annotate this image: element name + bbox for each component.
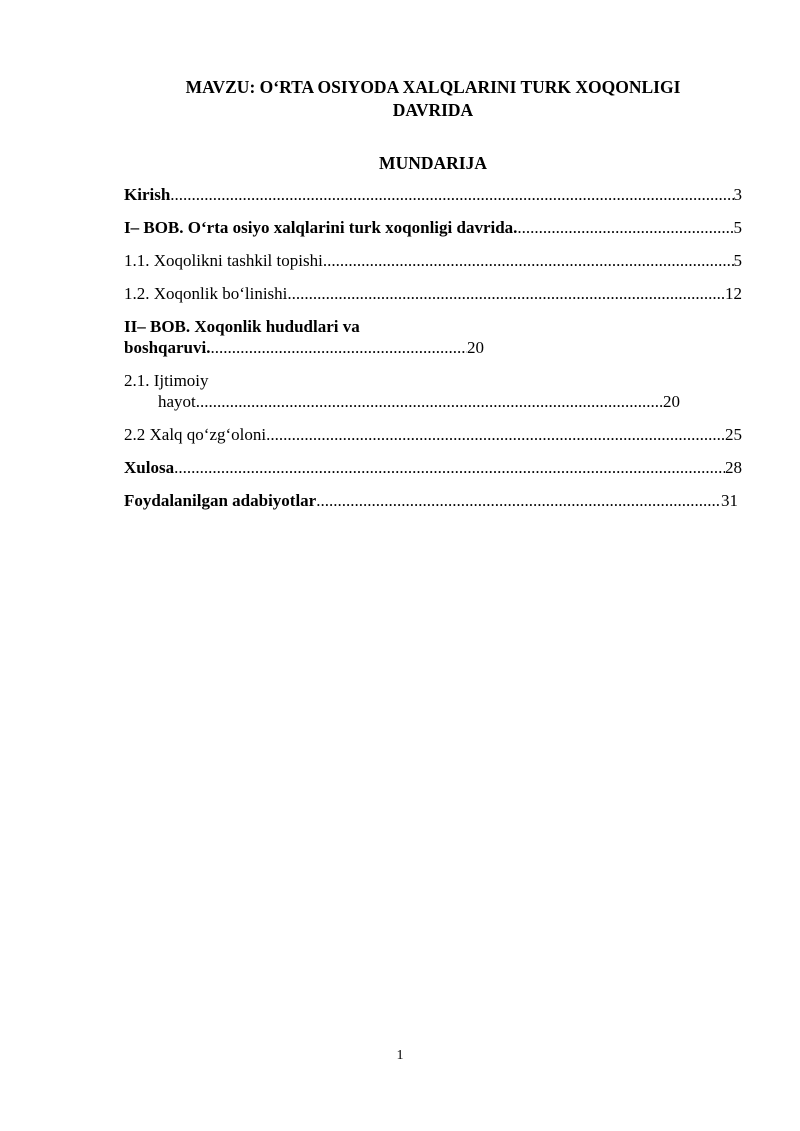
toc-label: 1.1. Xoqolikni tashkil topishi — [124, 251, 323, 270]
toc-page: 5 — [733, 218, 742, 237]
toc-label-line-1: 2.1. Ijtimoiy — [124, 371, 209, 390]
toc-leader — [266, 424, 725, 445]
toc-entry-bob-1 — [124, 217, 742, 238]
toc-leader — [287, 283, 725, 304]
toc-label: 1.2. Xoqonlik bo‘linishi — [124, 284, 288, 303]
toc-leader — [210, 337, 467, 358]
toc-entry-1-2 — [124, 283, 742, 304]
toc-entry-2-2 — [124, 424, 742, 445]
toc-page: 20 — [467, 338, 484, 357]
toc-label: Foydalanilgan adabiyotlar — [124, 491, 317, 510]
toc-page: 28 — [725, 458, 742, 477]
toc-leader — [316, 490, 721, 511]
toc-leader — [196, 391, 663, 412]
toc-label: Xulosa — [124, 458, 175, 477]
toc-page: 20 — [663, 392, 680, 411]
toc-label: Kirish — [124, 185, 171, 204]
toc-heading: MUNDARIJA — [379, 153, 487, 173]
toc-label-line-2: hayot — [158, 392, 196, 411]
toc-page: 5 — [733, 251, 742, 270]
toc-label-line-1: II– BOB. Xoqonlik hududlari va — [124, 317, 360, 336]
toc-leader — [517, 217, 733, 238]
toc-page: 25 — [725, 425, 742, 444]
toc-entry-1-1 — [124, 250, 742, 271]
toc-entry-adabiyotlar — [124, 490, 738, 511]
toc-label: 2.2 Xalq qo‘zg‘oloni — [124, 425, 267, 444]
toc-entry-2-1 — [124, 370, 742, 412]
title-line-2: DAVRIDA — [392, 100, 474, 120]
toc-entry-2-1-line-2 — [158, 391, 680, 412]
page-number: 1 — [396, 1048, 404, 1063]
title-line-1: MAVZU: O‘RTA OSIYODA XALQLARINI TURK XOQONLIGI — [185, 77, 681, 97]
toc-page: 31 — [721, 491, 738, 510]
toc-leader — [174, 457, 725, 478]
toc-entry-bob-2-line-2 — [124, 337, 484, 358]
toc-entry-xulosa — [124, 457, 742, 478]
toc-leader — [323, 250, 734, 271]
toc-entry-kirish — [124, 184, 742, 205]
toc-page: 3 — [733, 185, 742, 204]
toc-page: 12 — [725, 284, 742, 303]
document-title — [124, 76, 742, 122]
toc-label-line-2: boshqaruvi. — [124, 338, 211, 357]
toc-label: I– BOB. O‘rta osiyo xalqlarini turk xoqonligi davrida. — [124, 218, 518, 237]
toc-leader — [170, 184, 733, 205]
toc-entry-bob-2 — [124, 316, 742, 358]
